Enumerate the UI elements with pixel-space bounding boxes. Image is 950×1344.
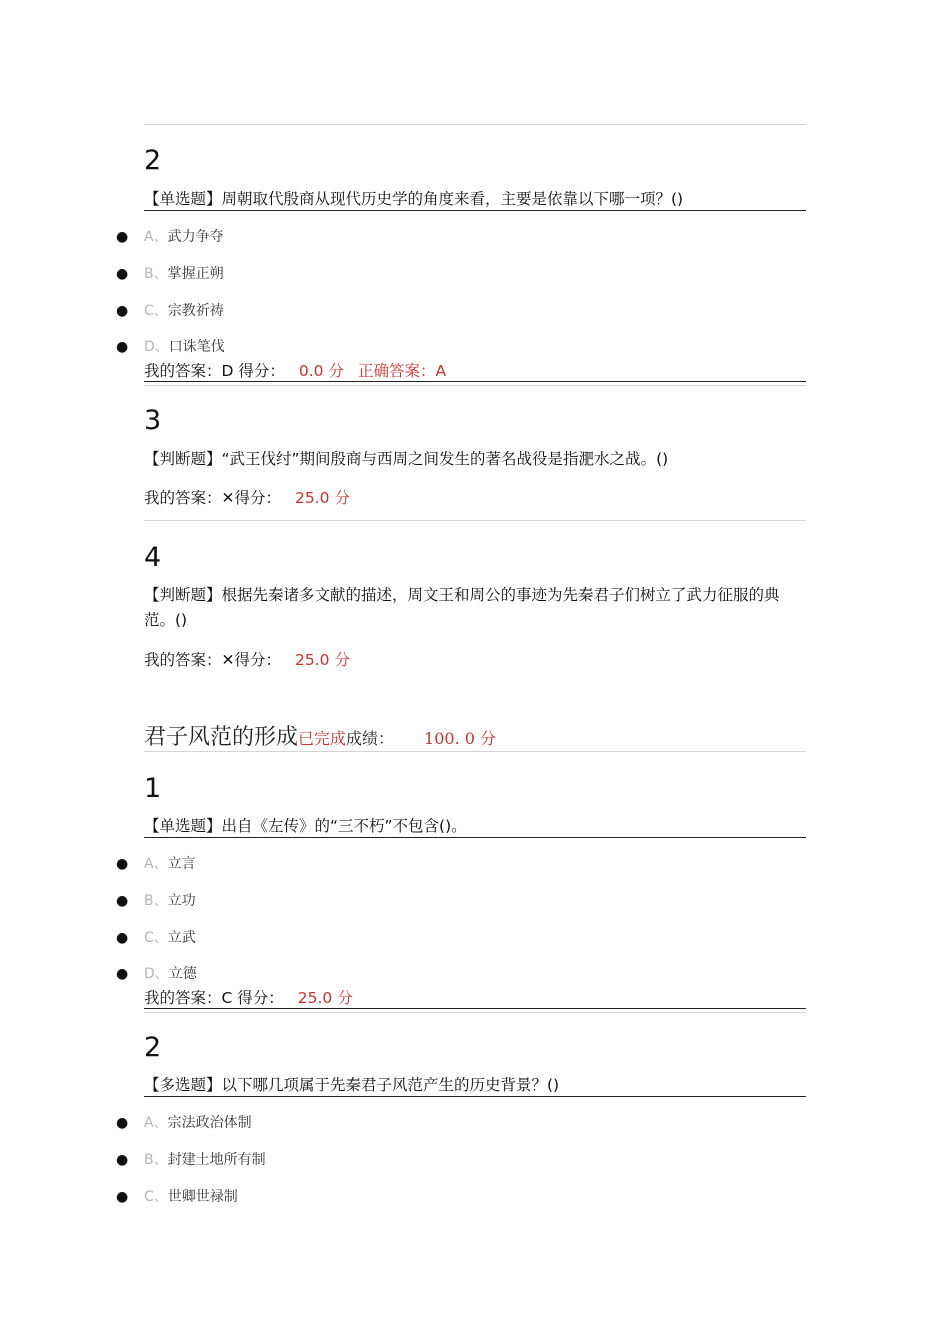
section-status: 已完成 bbox=[298, 729, 347, 748]
answer-label: 我的答案：✕得分： bbox=[144, 651, 281, 669]
option-letter: B、 bbox=[144, 893, 168, 909]
answer-line bbox=[144, 360, 446, 382]
option-a[interactable] bbox=[116, 854, 196, 874]
option-c[interactable] bbox=[116, 1187, 238, 1207]
option-b[interactable] bbox=[116, 1150, 266, 1170]
score-value: 0.0 分 bbox=[298, 362, 344, 380]
question-text: 【单选题】周朝取代殷商从现代历史学的角度来看，主要是依靠以下哪一项？() bbox=[144, 190, 684, 208]
option-c[interactable] bbox=[116, 301, 224, 321]
option-d[interactable] bbox=[116, 337, 225, 357]
option-text: 立功 bbox=[167, 893, 196, 909]
question-text: 【单选题】出自《左传》的“三不朽”不包含()。 bbox=[144, 817, 467, 835]
option-letter: D、 bbox=[144, 966, 169, 982]
answer-label: 我的答案：✕得分： bbox=[144, 489, 281, 507]
answer-label: 我的答案：C 得分： bbox=[144, 989, 284, 1007]
option-letter: A、 bbox=[144, 856, 168, 872]
option-letter: B、 bbox=[144, 266, 168, 282]
bullet-icon: ● bbox=[116, 1152, 129, 1168]
divider bbox=[144, 1012, 806, 1013]
divider bbox=[144, 751, 806, 752]
answer-label: 我的答案：D 得分： bbox=[144, 362, 285, 380]
question-text: 【判断题】“武王伐纣”期间殷商与西周之间发生的著名战役是指淝水之战。() bbox=[144, 450, 669, 468]
score-value: 25.0 分 bbox=[297, 989, 353, 1007]
question-number: 4 bbox=[144, 542, 162, 573]
option-text: 掌握正朔 bbox=[167, 266, 224, 282]
bullet-icon: ● bbox=[116, 1115, 129, 1131]
bullet-icon: ● bbox=[116, 229, 129, 245]
section-score-label: 成绩： bbox=[346, 729, 395, 748]
option-b[interactable] bbox=[116, 891, 196, 911]
divider bbox=[144, 520, 806, 521]
score-value: 25.0 分 bbox=[295, 651, 350, 669]
bullet-icon: ● bbox=[116, 893, 129, 909]
divider bbox=[144, 385, 806, 386]
option-a[interactable] bbox=[116, 1113, 252, 1133]
section-header bbox=[144, 723, 496, 754]
question-text: 【多选题】以下哪几项属于先秦君子风范产生的历史背景？() bbox=[144, 1076, 560, 1094]
divider bbox=[144, 124, 806, 125]
bullet-icon: ● bbox=[116, 856, 129, 872]
bullet-icon: ● bbox=[116, 1189, 129, 1205]
option-letter: A、 bbox=[144, 1115, 168, 1131]
option-letter: A、 bbox=[144, 229, 168, 245]
option-text: 封建土地所有制 bbox=[167, 1152, 266, 1168]
question-number: 1 bbox=[144, 773, 162, 804]
question-text: 【判断题】根据先秦诸多文献的描述，周文王和周公的事迹为先秦君子们树立了武力征服的典范。() bbox=[144, 586, 780, 629]
bullet-icon: ● bbox=[116, 966, 129, 982]
option-c[interactable] bbox=[116, 928, 196, 948]
answer-underline bbox=[144, 381, 806, 382]
option-letter: C、 bbox=[144, 1189, 168, 1205]
question-underline bbox=[144, 837, 806, 838]
bullet-icon: ● bbox=[116, 303, 129, 319]
question-number: 3 bbox=[144, 405, 162, 436]
score-value: 25.0 分 bbox=[295, 489, 350, 507]
question-number: 2 bbox=[144, 1032, 162, 1063]
section-title: 君子风范的形成 bbox=[144, 725, 299, 750]
bullet-icon: ● bbox=[116, 266, 129, 282]
correct-answer: 正确答案：A bbox=[357, 362, 447, 380]
option-a[interactable] bbox=[116, 227, 224, 247]
option-text: 世卿世禄制 bbox=[167, 1189, 238, 1205]
option-text: 宗法政治体制 bbox=[167, 1115, 252, 1131]
option-letter: D、 bbox=[144, 339, 169, 355]
question-underline bbox=[144, 210, 806, 211]
bullet-icon: ● bbox=[116, 339, 129, 355]
answer-line bbox=[144, 987, 353, 1009]
option-text: 立德 bbox=[168, 966, 197, 982]
answer-line bbox=[144, 649, 350, 671]
question-number: 2 bbox=[144, 145, 162, 176]
option-text: 宗教祈祷 bbox=[167, 303, 224, 319]
option-text: 口诛笔伐 bbox=[168, 339, 225, 355]
option-b[interactable] bbox=[116, 264, 224, 284]
option-text: 立武 bbox=[167, 930, 196, 946]
option-text: 立言 bbox=[167, 856, 196, 872]
answer-line bbox=[144, 487, 350, 509]
option-letter: C、 bbox=[144, 930, 168, 946]
option-letter: C、 bbox=[144, 303, 168, 319]
bullet-icon: ● bbox=[116, 930, 129, 946]
section-score: 100. 0 分 bbox=[424, 729, 497, 748]
answer-underline bbox=[144, 1008, 806, 1009]
option-text: 武力争夺 bbox=[167, 229, 224, 245]
option-d[interactable] bbox=[116, 964, 197, 984]
question-underline bbox=[144, 1096, 806, 1097]
option-letter: B、 bbox=[144, 1152, 168, 1168]
